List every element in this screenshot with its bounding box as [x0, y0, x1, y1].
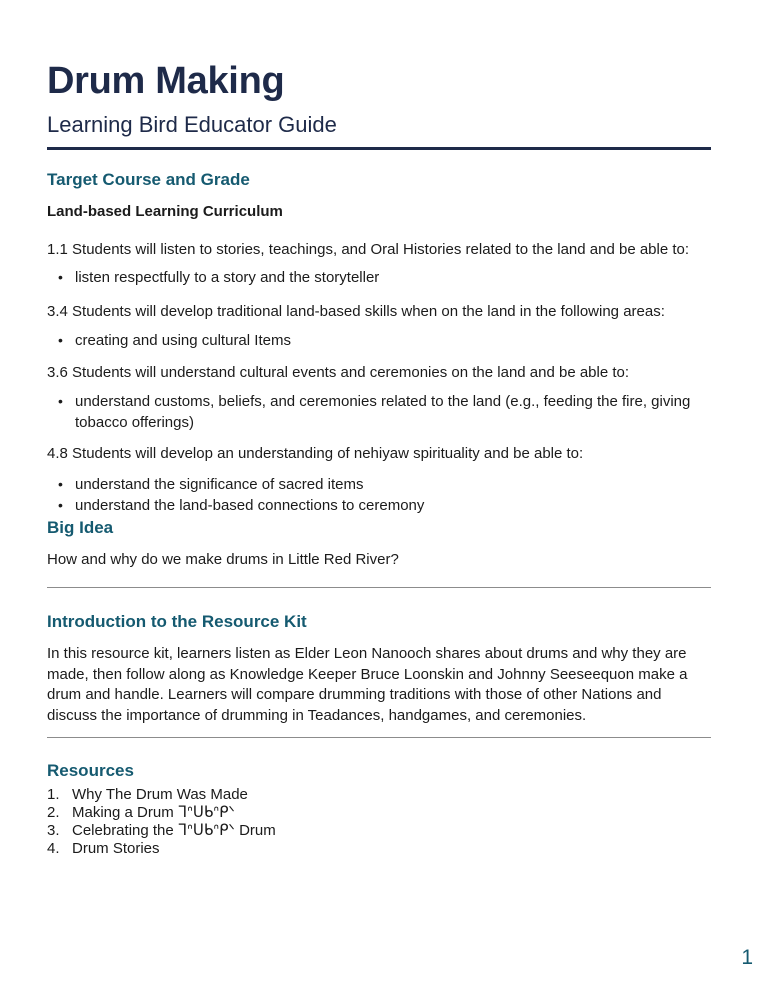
section-divider [47, 737, 711, 738]
section-divider [47, 587, 711, 588]
bullet-item: • understand customs, beliefs, and ceremonies related to the land (e.g., feeding the fire, giving tobacco offerings) [58, 391, 711, 433]
bullet-item: • listen respectfully to a story and the storyteller [58, 267, 711, 289]
outcome-text: 3.6 Students will understand cultural events and ceremonies on the land and be able to: [47, 363, 630, 381]
resource-item: Celebrating the ᒣᐢᑌᑲᐢᑭᐠ Drum [72, 822, 276, 840]
outcome-text: 1.1 Students will listen to stories, teachings, and Oral Histories related to the land and be able to: [47, 240, 690, 258]
outcome-text: 3.4 Students will develop traditional land-based skills when on the land in the following areas: [47, 302, 665, 320]
page-subtitle: Learning Bird Educator Guide [47, 111, 337, 137]
outcome-bullets [47, 391, 711, 433]
bullet-item: • understand the land-based connections to ceremony [58, 495, 711, 517]
outcome-bullets [47, 474, 711, 517]
resource-item: Drum Stories [72, 840, 160, 858]
title-rule [47, 147, 711, 150]
resource-item: Why The Drum Was Made [72, 786, 248, 804]
outcome-bullets [47, 267, 711, 289]
section-heading-introduction: Introduction to the Resource Kit [47, 612, 307, 632]
bullet-item: • understand the significance of sacred items [58, 474, 711, 496]
section-heading-big-idea: Big Idea [47, 517, 114, 537]
page-title: Drum Making [47, 60, 285, 102]
section-heading-resources: Resources [47, 761, 134, 781]
page-number: 1 [741, 946, 753, 969]
section-heading-target-course: Target Course and Grade [47, 169, 250, 189]
resource-item: Making a Drum ᒣᐢᑌᑲᐢᑭᐠ [72, 804, 235, 822]
outcome-text: 4.8 Students will develop an understanding of nehiyaw spirituality and be able to: [47, 445, 584, 463]
bullet-item: • creating and using cultural Items [58, 330, 711, 352]
curriculum-subheading: Land-based Learning Curriculum [47, 202, 283, 220]
outcome-bullets [47, 330, 711, 352]
introduction-text: In this resource kit, learners listen as Elder Leon Nanooch shares about drums and why they are made, then follow along as Knowledge Keeper Bruce Loonskin and Johnny Seeseequon make a drum and handle. Learners will compare drumming traditions with those of other Nations and discuss the importance of drumming in Teadances, handgames, and ceremonies. [47, 645, 688, 724]
big-idea-text: How and why do we make drums in Little Red River? [47, 550, 399, 568]
resource-list [47, 786, 711, 858]
